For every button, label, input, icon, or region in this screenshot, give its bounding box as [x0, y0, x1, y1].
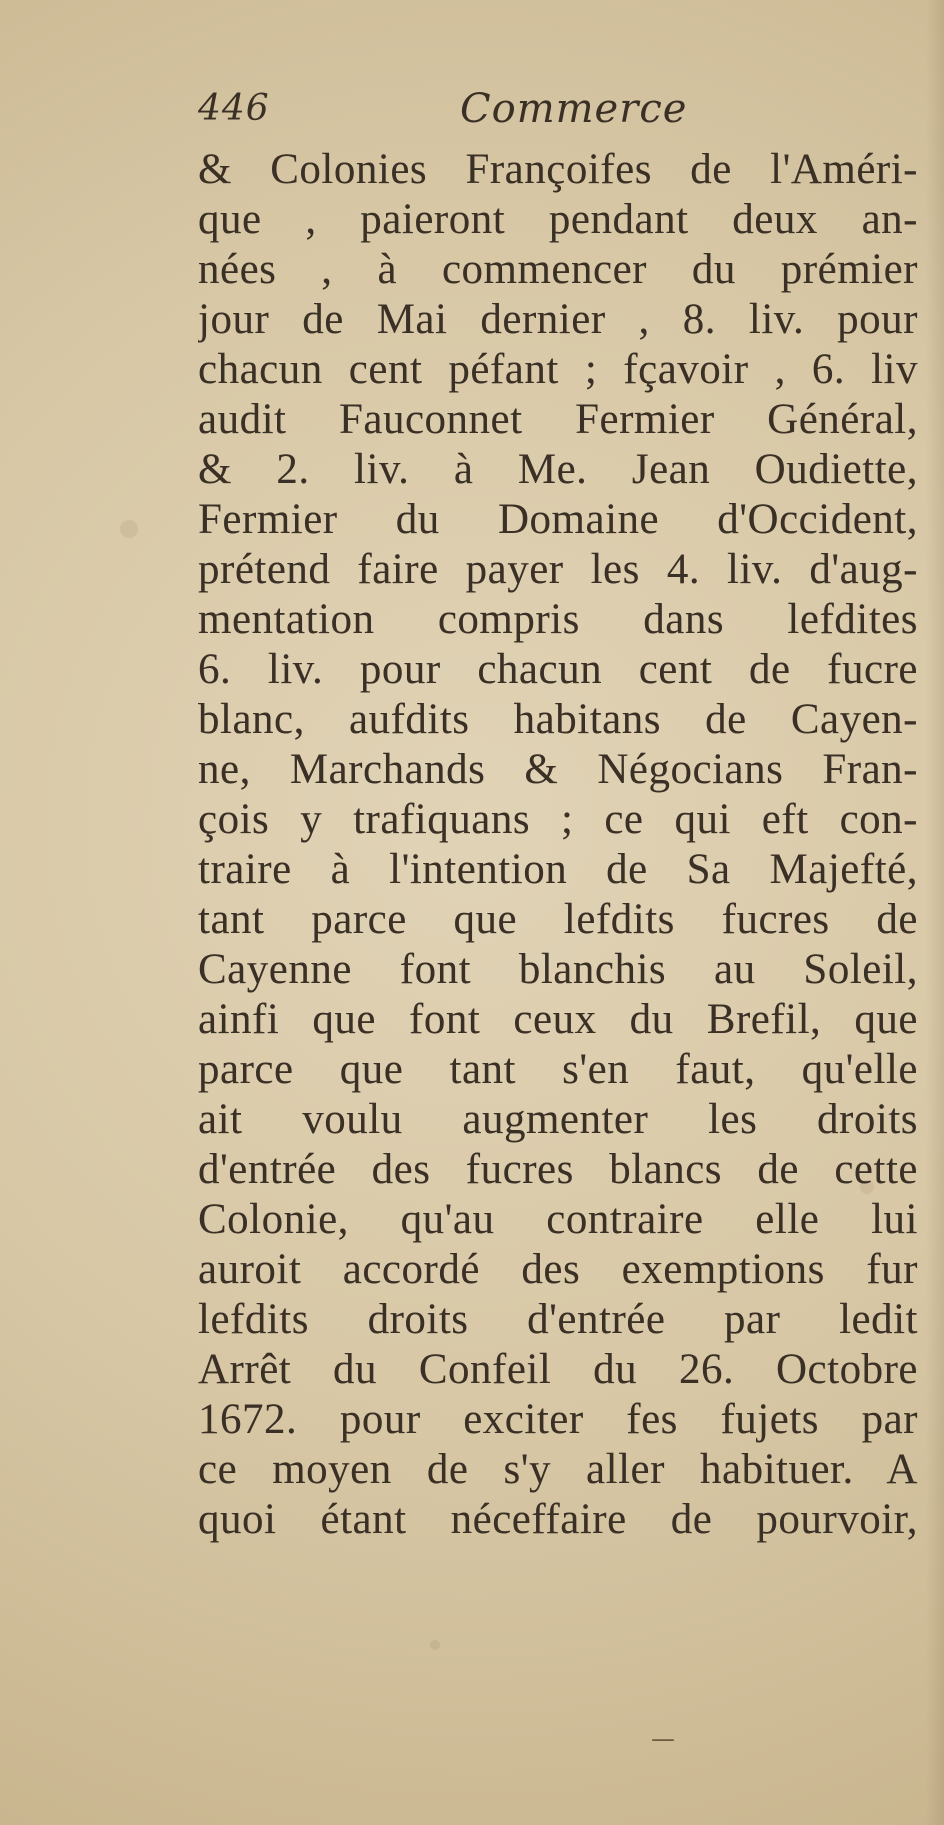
text-line: Arrêt du Confeil du 26. Octobre	[198, 1346, 918, 1393]
text-line: prétend faire payer les 4. liv. d'aug-	[198, 546, 918, 593]
text-line: & Colonies Françoifes de l'Améri-	[198, 146, 918, 193]
text-line: audit Fauconnet Fermier Général,	[198, 396, 918, 443]
text-line: ce moyen de s'y aller habituer. A	[198, 1446, 918, 1493]
text-line: & 2. liv. à Me. Jean Oudiette,	[198, 446, 918, 493]
text-line: lefdits droits d'entrée par ledit	[198, 1296, 918, 1343]
page-edge-shadow	[926, 0, 944, 1825]
text-line: blanc, aufdits habitans de Cayen-	[198, 696, 918, 743]
text-line: tant parce que lefdits fucres de	[198, 896, 918, 943]
text-line: çois y trafiquans ; ce qui eft con-	[198, 796, 918, 843]
text-line: chacun cent péfant ; fçavoir , 6. liv	[198, 346, 918, 393]
footer-mark: —	[651, 1725, 675, 1753]
text-line: auroit accordé des exemptions fur	[198, 1246, 918, 1293]
text-line: traire à l'intention de Sa Majefté,	[198, 846, 918, 893]
text-line: parce que tant s'en faut, qu'elle	[198, 1046, 918, 1093]
text-line: que , paieront pendant deux an-	[198, 196, 918, 243]
text-line: mentation compris dans lefdites	[198, 596, 918, 643]
text-line: 6. liv. pour chacun cent de fucre	[198, 646, 918, 693]
body-text	[198, 145, 918, 1545]
paper-spot	[430, 1640, 440, 1650]
text-line: 1672. pour exciter fes fujets par	[198, 1396, 918, 1443]
text-line: Fermier du Domaine d'Occident,	[198, 496, 918, 543]
text-line: d'entrée des fucres blancs de cette	[198, 1146, 918, 1193]
running-head: Commerce	[460, 86, 688, 132]
text-line: quoi étant néceffaire de pourvoir,	[198, 1496, 918, 1543]
text-line: nées , à commencer du prémier	[198, 246, 918, 293]
page-header	[198, 88, 918, 148]
text-line: jour de Mai dernier , 8. liv. pour	[198, 296, 918, 343]
paper-spot	[120, 520, 138, 538]
text-line: ainfi que font ceux du Brefil, que	[198, 996, 918, 1043]
text-line: Cayenne font blanchis au Soleil,	[198, 946, 918, 993]
text-line: ait voulu augmenter les droits	[198, 1096, 918, 1143]
text-line: ne, Marchands & Négocians Fran-	[198, 746, 918, 793]
page-number: 446	[198, 88, 270, 129]
text-line: Colonie, qu'au contraire elle lui	[198, 1196, 918, 1243]
